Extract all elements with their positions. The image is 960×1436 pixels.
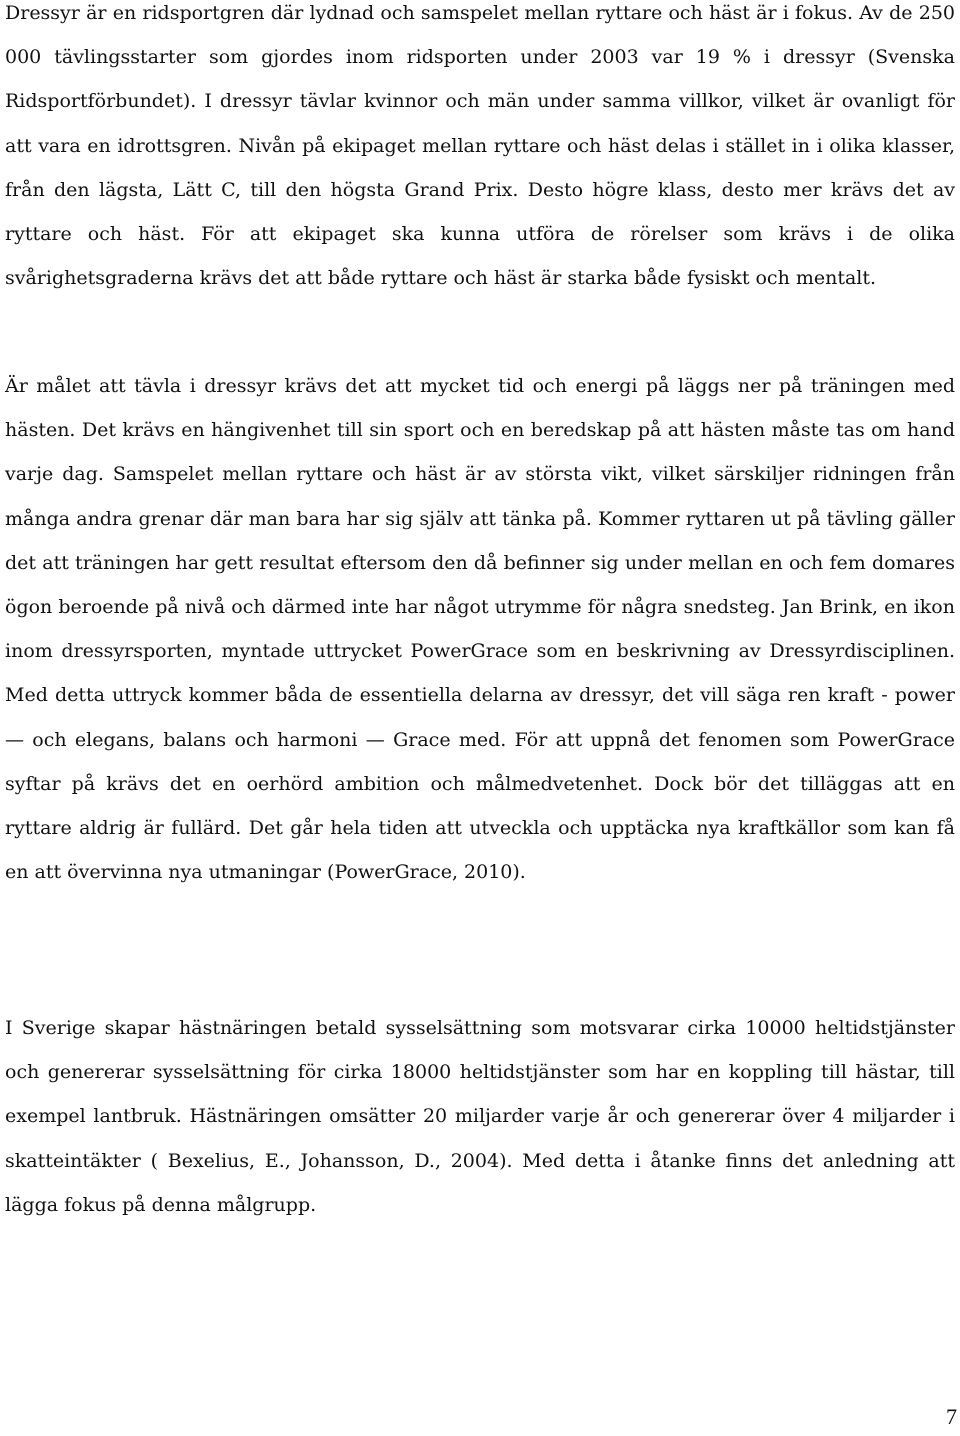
- page-number: 7: [946, 1404, 957, 1429]
- paragraph-training-powergrace: Är målet att tävla i dressyr krävs det att mycket tid och energi på läggs ner på träningen med hästen. Det krävs en hängivenhet till sin sport och en beredskap på att hästen måste tas om hand varje dag. Samspelet mellan ryttare och häst är av största vikt, vilket särskiljer ridningen från många andra grenar där man bara har sig själv att tänka på. Kommer ryttaren ut på tävling gäller det att träningen har gett resultat eftersom den då befinner sig under mellan en och fem domares ögon beroende på nivå och därmed inte har något utrymme för några snedsteg. Jan Brink, en ikon inom dressyrsporten, myntade uttrycket PowerGrace som en beskrivning av Dressyrdisciplinen. Med detta uttryck kommer båda de essentiella delarna av dressyr, det vill säga ren kraft - power — och elegans, balans och harmoni — Grace med. För att uppnå det fenomen som PowerGrace syftar på krävs det en oerhörd ambition och målmedvetenhet. Dock bör det tilläggas att en ryttare aldrig är fullärd. Det går hela tiden att utveckla och upptäcka nya kraftkällor som kan få en att övervinna nya utmaningar (PowerGrace, 2010).: [5, 375, 955, 884]
- paragraph-dressage-intro: Dressyr är en ridsportgren där lydnad och samspelet mellan ryttare och häst är i fokus. Av de 250 000 tävlingsstarter som gjordes inom ridsporten under 2003 var 19 % i dressyr (Svenska Ridsportförbundet). I dressyr tävlar kvinnor och män under samma villkor, vilket är ovanligt för att vara en idrottsgren. Nivån på ekipaget mellan ryttare och häst delas i stället in i olika klasser, från den lägsta, Lätt C, till den högsta Grand Prix. Desto högre klass, desto mer krävs det av ryttare och häst. För att ekipaget ska kunna utföra de rörelser som krävs i de olika svårighetsgraderna krävs det att både ryttare och häst är starka både fysiskt och mentalt.: [5, 2, 955, 290]
- paragraph-horse-industry: I Sverige skapar hästnäringen betald sysselsättning som motsvarar cirka 10000 heltidstjänster och genererar sysselsättning för cirka 18000 heltidstjänster som har en koppling till hästar, till exempel lantbruk. Hästnäringen omsätter 20 miljarder varje år och genererar över 4 miljarder i skatteintäkter ( Bexelius, E., Johansson, D., 2004). Med detta i åtanke finns det anledning att lägga fokus på denna målgrupp.: [5, 1017, 955, 1216]
